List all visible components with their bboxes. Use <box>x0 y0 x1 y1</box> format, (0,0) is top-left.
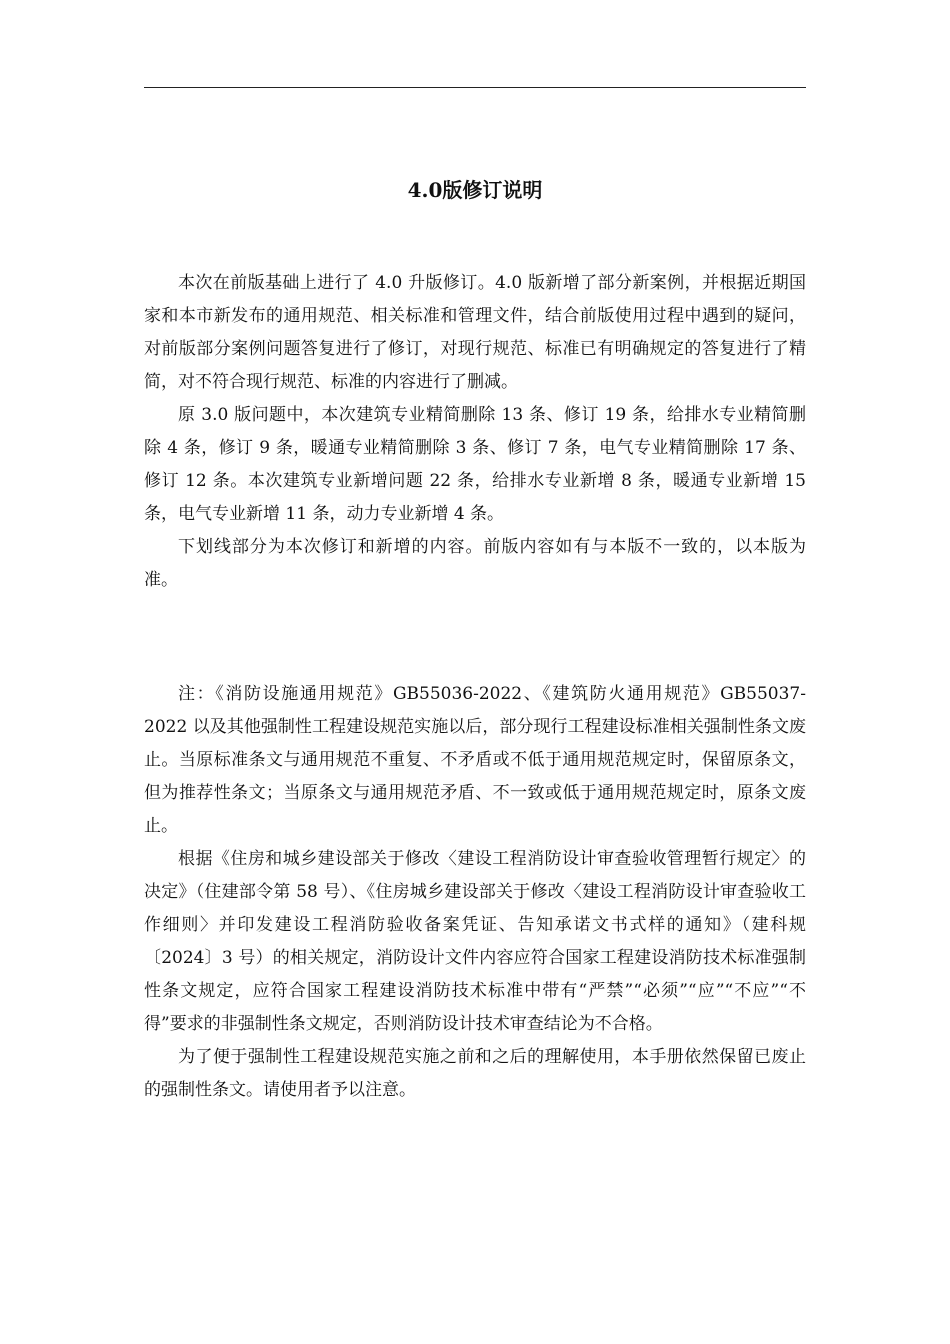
paragraph-note-retained: 为了便于强制性工程建设规范实施之前和之后的理解使用，本手册依然保留已废止的强制性条文。请使用者予以注意。 <box>144 1047 806 1100</box>
paragraph-underline-note: 下划线部分为本次修订和新增的内容。前版内容如有与本版不一致的，以本版为准。 <box>144 537 806 590</box>
paragraph-note-standards: 注：《消防设施通用规范》GB55036-2022、《建筑防火通用规范》GB55037-2022 以及其他强制性工程建设规范实施以后，部分现行工程建设标准相关强制性条文废止。当原标准条文与通用规范不重复、不矛盾或不低于通用规范规定时，保留原条文，但为推荐性条文；当原条文与通用规范矛盾、不一致或低于通用规范规定时，原条文废止。 <box>144 684 806 836</box>
paragraph-note-regulations: 根据《住房和城乡建设部关于修改〈建设工程消防设计审查验收管理暂行规定〉的决定》（住建部令第 58 号）、《住房城乡建设部关于修改〈建设工程消防设计审查验收工作细则〉并印发建设工程消防验收备案凭证、告知承诺文书式样的通知》（建科规〔2024〕3 号）的相关规定，消防设计文件内容应符合国家工程建设消防技术标准强制性条文规定，应符合国家工程建设消防技术标准中带有“严禁”“必须”“应”“不应”“不得”要求的非强制性条文规定，否则消防设计技术审查结论为不合格。 <box>144 849 806 1034</box>
paragraph-revision-counts: 原 3.0 版问题中，本次建筑专业精简删除 13 条、修订 19 条，给排水专业精简删除 4 条，修订 9 条，暖通专业精简删除 3 条、修订 7 条，电气专业精简删除 17 条、修订 12 条。本次建筑专业新增问题 22 条，给排水专业新增 8 条，暖通专业新增 15 条，电气专业新增 11 条，动力专业新增 4 条。 <box>144 405 806 524</box>
revision-description <box>144 267 806 597</box>
paragraph-revision-summary: 本次在前版基础上进行了 4.0 升版修订。4.0 版新增了部分新案例，并根据近期国家和本市新发布的通用规范、相关标准和管理文件，结合前版使用过程中遇到的疑问，对前版部分案例问题答复进行了修订，对现行规范、标准已有明确规定的答复进行了精简，对不符合现行规范、标准的内容进行了删减。 <box>144 273 806 392</box>
page-title: 4.0版修订说明 <box>407 178 543 202</box>
notes-section <box>144 678 806 1107</box>
header-rule <box>144 87 806 88</box>
